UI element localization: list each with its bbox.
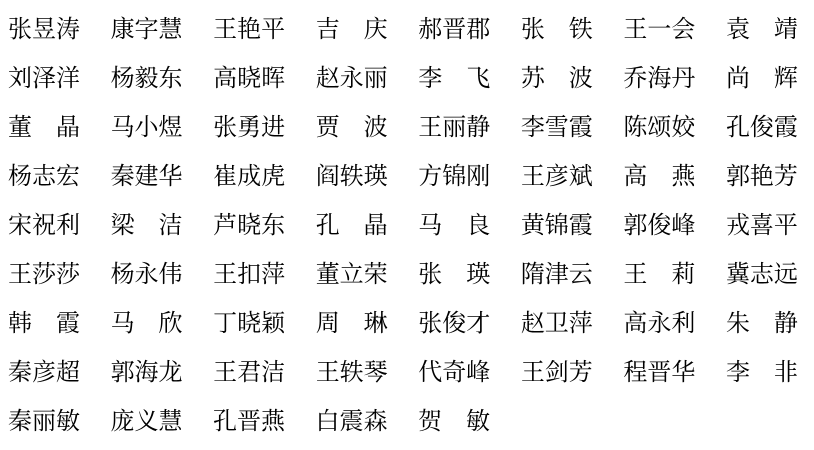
name-cell	[316, 361, 388, 385]
person-name: 张俊才	[418, 310, 491, 337]
name-cell	[521, 361, 593, 385]
name-cell	[213, 116, 285, 140]
name-cell	[316, 263, 388, 287]
name-cell	[418, 214, 490, 238]
person-name: 王彦斌	[520, 163, 593, 190]
name-cell	[213, 263, 285, 287]
person-name: 张瑛	[418, 261, 491, 288]
person-name: 朱静	[725, 310, 798, 337]
person-name: 尚辉	[725, 65, 798, 92]
person-name: 贺敏	[418, 408, 490, 435]
name-cell	[111, 312, 183, 336]
person-name: 王艳平	[213, 16, 286, 43]
person-name: 方锦刚	[418, 163, 491, 190]
name-cell	[521, 18, 593, 42]
person-name: 董立荣	[315, 261, 388, 288]
person-name: 王一会	[623, 16, 696, 43]
name-cell	[418, 67, 490, 91]
person-name: 冀志远	[725, 261, 798, 288]
person-name: 秦丽敏	[8, 408, 80, 435]
person-name: 王丽静	[418, 114, 491, 141]
name-cell	[316, 116, 388, 140]
name-cell	[316, 67, 388, 91]
person-name: 黄锦霞	[520, 212, 593, 239]
person-name: 隋津云	[520, 261, 593, 288]
name-cell	[726, 263, 798, 287]
name-cell	[623, 116, 695, 140]
name-cell	[111, 214, 183, 238]
person-name: 韩霞	[8, 310, 80, 337]
person-name: 梁洁	[110, 212, 183, 239]
name-cell	[8, 67, 80, 91]
name-cell	[623, 67, 695, 91]
name-cell	[521, 67, 593, 91]
person-name: 李雪霞	[520, 114, 593, 141]
person-name: 王莎莎	[8, 261, 80, 288]
name-row	[8, 5, 798, 54]
person-name: 吉庆	[315, 16, 388, 43]
person-name: 苏波	[520, 65, 593, 92]
person-name: 陈颂姣	[623, 114, 696, 141]
person-name: 崔成虎	[213, 163, 286, 190]
name-cell	[111, 410, 183, 434]
name-cell	[316, 165, 388, 189]
person-name: 王剑芳	[520, 359, 593, 386]
name-cell	[8, 361, 80, 385]
name-cell	[111, 361, 183, 385]
name-cell	[521, 263, 593, 287]
person-name: 刘泽洋	[8, 65, 80, 92]
name-cell	[8, 116, 80, 140]
person-name: 马良	[418, 212, 491, 239]
person-name: 高永利	[623, 310, 696, 337]
person-name: 阎轶瑛	[315, 163, 388, 190]
person-name: 白震森	[315, 408, 388, 435]
name-cell	[111, 18, 183, 42]
person-name: 袁靖	[725, 16, 798, 43]
name-row	[8, 152, 798, 201]
name-cell	[8, 18, 80, 42]
name-cell	[726, 165, 798, 189]
name-cell	[418, 18, 490, 42]
name-cell	[521, 116, 593, 140]
name-cell	[623, 214, 695, 238]
person-name: 王扣萍	[213, 261, 286, 288]
name-cell	[623, 263, 695, 287]
name-cell	[316, 18, 388, 42]
person-name: 孔晋燕	[213, 408, 285, 435]
name-cell	[213, 214, 285, 238]
person-name: 高燕	[623, 163, 696, 190]
name-cell	[726, 361, 798, 385]
person-name: 王君洁	[213, 359, 286, 386]
name-cell	[726, 312, 798, 336]
name-cell	[418, 361, 490, 385]
person-name: 郝晋郡	[418, 16, 491, 43]
person-name: 王轶琴	[315, 359, 388, 386]
person-name: 郭艳芳	[725, 163, 798, 190]
name-row	[8, 201, 798, 250]
person-name: 秦彦超	[8, 359, 80, 386]
name-cell	[726, 116, 798, 140]
name-row	[8, 348, 798, 397]
person-name: 康字慧	[110, 16, 183, 43]
name-cell	[521, 214, 593, 238]
name-row	[8, 250, 798, 299]
person-name: 贾波	[315, 114, 388, 141]
person-name: 杨志宏	[8, 163, 80, 190]
name-cell	[111, 263, 183, 287]
name-cell	[111, 116, 183, 140]
name-cell	[8, 410, 80, 434]
name-cell	[623, 361, 695, 385]
person-name: 郭俊峰	[623, 212, 696, 239]
name-cell	[8, 263, 80, 287]
person-name: 张勇进	[213, 114, 286, 141]
name-cell	[623, 165, 695, 189]
person-name: 孔晶	[315, 212, 388, 239]
name-cell	[111, 165, 183, 189]
person-name: 秦建华	[110, 163, 183, 190]
name-cell	[623, 18, 695, 42]
person-name: 王莉	[623, 261, 696, 288]
person-name: 董晶	[8, 114, 80, 141]
person-name: 马小煜	[110, 114, 183, 141]
name-cell	[213, 18, 285, 42]
name-row	[8, 397, 798, 446]
person-name: 宋祝利	[8, 212, 80, 239]
name-cell	[418, 165, 490, 189]
name-cell	[111, 67, 183, 91]
name-row	[8, 299, 798, 348]
person-name: 孔俊霞	[725, 114, 798, 141]
name-cell	[8, 214, 80, 238]
name-cell	[726, 18, 798, 42]
person-name: 赵永丽	[315, 65, 388, 92]
name-cell	[316, 312, 388, 336]
person-name: 杨毅东	[110, 65, 183, 92]
person-name: 赵卫萍	[520, 310, 593, 337]
name-cell	[418, 263, 490, 287]
name-cell	[521, 165, 593, 189]
person-name: 丁晓颖	[213, 310, 286, 337]
name-cell	[213, 361, 285, 385]
name-cell	[316, 214, 388, 238]
name-cell	[418, 312, 490, 336]
person-name: 高晓晖	[213, 65, 286, 92]
person-name: 乔海丹	[623, 65, 696, 92]
person-name: 庞义慧	[110, 408, 183, 435]
name-cell	[213, 410, 285, 434]
name-cell	[8, 165, 80, 189]
name-cell	[726, 67, 798, 91]
name-cell	[213, 165, 285, 189]
person-name: 张铁	[520, 16, 593, 43]
name-row	[8, 54, 798, 103]
name-cell	[521, 312, 593, 336]
person-name: 戎喜平	[725, 212, 798, 239]
person-name: 芦晓东	[213, 212, 286, 239]
name-cell	[213, 312, 285, 336]
person-name: 马欣	[110, 310, 183, 337]
person-name: 李非	[725, 359, 798, 386]
person-name: 程晋华	[623, 359, 696, 386]
person-name: 张昱涛	[8, 16, 80, 43]
name-cell	[623, 312, 695, 336]
name-row	[8, 103, 798, 152]
name-cell	[726, 214, 798, 238]
person-name: 郭海龙	[110, 359, 183, 386]
name-cell	[418, 410, 490, 434]
name-cell	[213, 67, 285, 91]
name-cell	[418, 116, 490, 140]
person-name: 李飞	[418, 65, 491, 92]
person-name: 杨永伟	[110, 261, 183, 288]
person-name: 周琳	[315, 310, 388, 337]
name-cell	[316, 410, 388, 434]
person-name: 代奇峰	[418, 359, 491, 386]
name-cell	[8, 312, 80, 336]
